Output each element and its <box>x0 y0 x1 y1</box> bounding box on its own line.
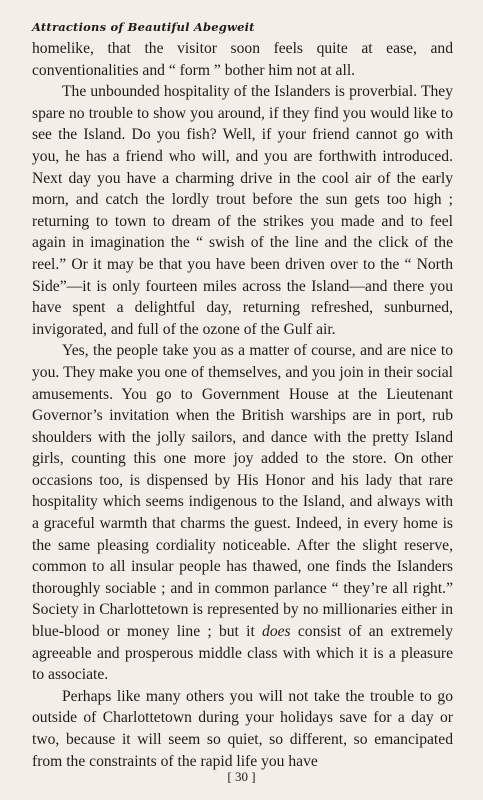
paragraph-hospitality <box>32 81 453 340</box>
paragraph-continuation <box>32 38 453 81</box>
paragraph-text: homelike, that the visitor soon feels quite at ease, and conventionalities and “ form ” bother him not at all. <box>32 40 453 79</box>
running-head: Attractions of Beautiful Abegweit <box>32 20 255 34</box>
paragraph-charlottetown <box>32 686 453 772</box>
body-text <box>32 38 453 772</box>
paragraph-text: The unbounded hospitality of the Islanders is proverbial. They spare no trouble to show you around, if they find you would like to see the Island. Do you fish? Well, if your friend cannot go with you, he has a friend who will, and you are forthwith introduced. Next day you have a charming drive in the cool air of the early morn, and catch the lordly trout before the sun gets too high ; returning to town to dream of the strikes you made and to feel again in imagination the “ swish of the line and the click of the reel.” Or it may be that you have been driven over to the “ North Side”—it is only fourteen miles across the Island—and there you have spent a delightful day, returning refreshed, sunburned, invigorated, and full of the ozone of the Gulf air. <box>32 83 453 338</box>
paragraph-text: Perhaps like many others you will not take the trouble to go outside of Charlottetown during your holidays save for a day or two, because it will seem so quiet, so different, so emancipated from the constraints of the rapid life you have <box>32 687 453 770</box>
emphasis-word: does <box>262 623 291 641</box>
paragraph-society <box>32 340 453 686</box>
paragraph-text: consist of an extremely agreeable and prosperous middle class with which it is a pleasure to associate. <box>32 623 454 684</box>
paragraph-text: Yes, the people take you as a matter of course, and are nice to you. They make you one of themselves, and you join in their social amusements. You go to Government House at the Lieutenant Governor’s invitation when the British warships are in port, rub shoulders with the jolly sailors, and dance with the pretty Island girls, counting this one more joy added to the store. On other occasions too, is dispensed by His Honor and his lady that rare hospitality which seems indigenous to the Island, and always with a graceful warmth that charms the guest. Indeed, in every home is the same pleasing cordiality noticeable. After the slight reserve, common to all insular people has thawed, one finds the Islanders thoroughly sociable ; and in common parlance “ they’re all right.” Society in Charlottetown is represented by no millionaries either in blue-blood or money line ; but it <box>32 342 453 641</box>
page-number: [ 30 ] <box>227 769 256 784</box>
